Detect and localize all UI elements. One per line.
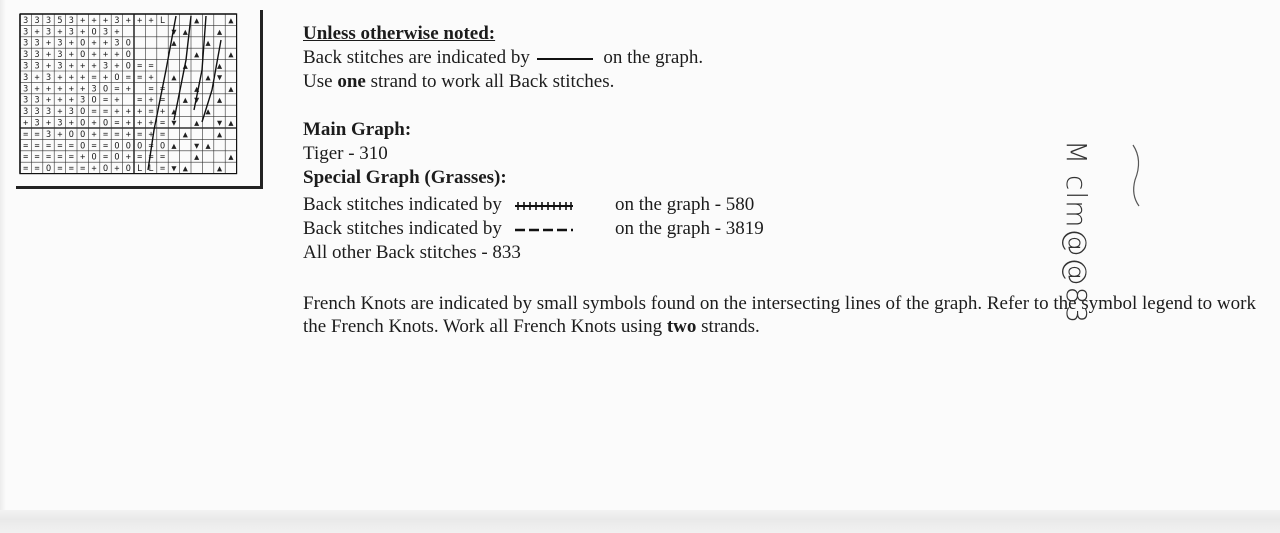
chart-symbol: ▼ bbox=[216, 118, 223, 129]
chart-symbol: L bbox=[148, 164, 154, 175]
chart-symbol: 3 bbox=[45, 107, 52, 118]
chart-symbol: = bbox=[137, 152, 143, 163]
chart-symbol: + bbox=[57, 129, 63, 140]
chart-symbol: O bbox=[114, 141, 120, 152]
chart-symbol: 3 bbox=[34, 38, 40, 49]
grass-stitch-label: Back stitches indicated by bbox=[303, 218, 502, 239]
chart-grid-excerpt bbox=[16, 10, 263, 189]
chart-symbol: + bbox=[68, 72, 74, 83]
chart-symbol: + bbox=[80, 84, 86, 95]
grass-stitch-color: on the graph - 580 bbox=[615, 194, 755, 215]
chart-symbol: = bbox=[45, 152, 52, 163]
chart-symbol: + bbox=[57, 107, 63, 118]
chart-symbol: = bbox=[114, 84, 120, 95]
chart-symbol: ▲ bbox=[228, 50, 234, 61]
graph-grid bbox=[16, 10, 260, 186]
chart-symbol: ▲ bbox=[182, 27, 188, 38]
chart-symbol: = bbox=[34, 129, 40, 140]
grass-stitch-label: Back stitches indicated by bbox=[303, 194, 502, 215]
chart-symbol: L bbox=[159, 15, 166, 26]
chart-symbol: 3 bbox=[68, 15, 74, 26]
chart-symbol: = bbox=[102, 129, 109, 140]
tiger-color: Tiger - 310 bbox=[303, 143, 388, 164]
chart-symbol: 3 bbox=[34, 107, 40, 118]
chart-symbol: = bbox=[102, 152, 109, 163]
chart-symbol: ▲ bbox=[171, 141, 177, 152]
chart-symbol: 3 bbox=[45, 72, 52, 83]
chart-symbol: + bbox=[102, 15, 109, 26]
chart-symbol: 3 bbox=[23, 50, 29, 61]
chart-symbol: = bbox=[102, 95, 109, 106]
chart-symbol: + bbox=[137, 107, 143, 118]
main-graph-title: Main Graph: bbox=[303, 119, 412, 140]
handwritten-note: M clm@@83 bbox=[1060, 140, 1093, 325]
chart-symbol: = bbox=[148, 84, 154, 95]
chart-symbol: ▲ bbox=[228, 152, 234, 163]
backstitch-note-label: Back stitches are indicated by bbox=[303, 47, 530, 68]
chart-symbol: O bbox=[80, 118, 86, 129]
chart-symbol: ▲ bbox=[182, 164, 188, 175]
chart-symbol: + bbox=[68, 84, 74, 95]
chart-symbol: ▲ bbox=[194, 152, 200, 163]
chart-symbol: + bbox=[45, 61, 52, 72]
chart-symbol: 3 bbox=[45, 27, 52, 38]
chart-symbol: = bbox=[23, 152, 29, 163]
chart-symbol: 3 bbox=[45, 15, 52, 26]
hatch-line-icon bbox=[515, 201, 573, 211]
chart-symbol: = bbox=[148, 141, 154, 152]
chart-symbol: + bbox=[91, 164, 97, 175]
chart-symbol: = bbox=[102, 107, 109, 118]
chart-symbol: = bbox=[114, 118, 120, 129]
chart-symbol: = bbox=[137, 72, 143, 83]
strand-note bbox=[303, 70, 614, 93]
chart-symbol: ▲ bbox=[182, 61, 188, 72]
chart-symbol: 3 bbox=[102, 27, 109, 38]
chart-symbol: + bbox=[114, 50, 120, 61]
notes-heading: Unless otherwise noted: bbox=[303, 23, 496, 44]
chart-symbol: + bbox=[91, 129, 97, 140]
chart-symbol: O bbox=[80, 50, 86, 61]
chart-symbol: 3 bbox=[23, 27, 29, 38]
chart-symbol: = bbox=[159, 152, 166, 163]
chart-symbol: O bbox=[125, 38, 131, 49]
chart-symbol: O bbox=[80, 38, 86, 49]
chart-symbol: ▼ bbox=[194, 95, 200, 106]
chart-symbol: O bbox=[125, 50, 131, 61]
chart-symbol: = bbox=[159, 95, 166, 106]
grass-stitch-3819 bbox=[303, 217, 764, 240]
chart-symbol: ▲ bbox=[228, 15, 234, 26]
chart-symbol: ▲ bbox=[228, 118, 234, 129]
chart-symbol: + bbox=[114, 164, 120, 175]
strand-count: one bbox=[337, 71, 366, 92]
chart-symbol: O bbox=[114, 72, 120, 83]
chart-symbol: ▼ bbox=[216, 72, 223, 83]
chart-symbol: 3 bbox=[68, 27, 74, 38]
chart-symbol: 3 bbox=[23, 95, 29, 106]
chart-symbol: = bbox=[159, 84, 166, 95]
chart-symbol: ▼ bbox=[194, 141, 200, 152]
chart-symbol: = bbox=[57, 164, 63, 175]
chart-symbol: + bbox=[45, 50, 52, 61]
chart-symbol: 3 bbox=[80, 95, 86, 106]
chart-symbol: = bbox=[159, 164, 166, 175]
chart-symbol: = bbox=[137, 95, 143, 106]
chart-symbol: + bbox=[80, 72, 86, 83]
chart-symbol: + bbox=[148, 95, 154, 106]
chart-symbol: 3 bbox=[23, 72, 29, 83]
chart-symbol: O bbox=[159, 141, 166, 152]
chart-symbol: O bbox=[102, 84, 109, 95]
chart-symbol: + bbox=[80, 61, 86, 72]
chart-symbol: + bbox=[80, 15, 86, 26]
chart-symbol: ▲ bbox=[171, 38, 177, 49]
chart-symbol: = bbox=[159, 129, 166, 140]
chart-symbol: 3 bbox=[68, 107, 74, 118]
chart-symbol: ▲ bbox=[228, 84, 234, 95]
chart-symbol: O bbox=[102, 118, 109, 129]
chart-symbol: + bbox=[137, 15, 143, 26]
chart-symbol: + bbox=[114, 95, 120, 106]
chart-symbol: + bbox=[114, 61, 120, 72]
chart-symbol: 3 bbox=[57, 38, 63, 49]
chart-symbol: + bbox=[91, 61, 97, 72]
chart-symbol: + bbox=[80, 27, 86, 38]
chart-symbol: + bbox=[102, 72, 109, 83]
chart-symbol: ▲ bbox=[216, 95, 223, 106]
backstitch-note-suffix: on the graph. bbox=[603, 47, 704, 68]
backstitch-note bbox=[303, 46, 703, 69]
strand-note-suffix: strand to work all Back stitches. bbox=[370, 71, 615, 92]
chart-symbol: + bbox=[125, 118, 131, 129]
chart-symbol: 3 bbox=[34, 95, 40, 106]
chart-symbol: + bbox=[34, 27, 40, 38]
chart-symbol: O bbox=[91, 152, 97, 163]
chart-symbol: O bbox=[80, 141, 86, 152]
chart-symbol: = bbox=[148, 107, 154, 118]
chart-symbol: = bbox=[34, 164, 40, 175]
chart-symbol: = bbox=[159, 118, 166, 129]
chart-symbol: 3 bbox=[23, 84, 29, 95]
chart-symbol: 3 bbox=[57, 50, 63, 61]
chart-symbol: + bbox=[125, 84, 131, 95]
chart-symbol: + bbox=[68, 38, 74, 49]
chart-symbol: ▼ bbox=[171, 27, 177, 38]
chart-symbol: O bbox=[80, 129, 86, 140]
chart-symbol: = bbox=[68, 141, 74, 152]
chart-symbol: + bbox=[114, 107, 120, 118]
chart-symbol: 3 bbox=[34, 61, 40, 72]
chart-symbol: ▼ bbox=[171, 164, 177, 175]
chart-symbol: + bbox=[45, 95, 52, 106]
chart-symbol: = bbox=[102, 141, 109, 152]
chart-symbol: + bbox=[91, 38, 97, 49]
chart-symbol: 3 bbox=[34, 15, 40, 26]
chart-symbol: 3 bbox=[102, 61, 109, 72]
chart-symbol: ▲ bbox=[205, 107, 211, 118]
scan-shadow bbox=[0, 0, 6, 533]
french-knots-text: French Knots are indicated by small symbols found on the intersecting lines of the graph. Refer to the symbol legend to work the French Knots. Work all French Knots using bbox=[303, 293, 1256, 337]
chart-symbol: + bbox=[125, 107, 131, 118]
chart-symbol: ▲ bbox=[205, 72, 211, 83]
chart-symbol: ▲ bbox=[205, 38, 211, 49]
chart-symbol: O bbox=[114, 152, 120, 163]
chart-symbol: = bbox=[80, 164, 86, 175]
chart-symbol: + bbox=[148, 15, 154, 26]
chart-symbol: = bbox=[148, 61, 154, 72]
chart-symbol: ▲ bbox=[171, 72, 177, 83]
chart-symbol: + bbox=[68, 118, 74, 129]
chart-symbol: = bbox=[34, 141, 40, 152]
grass-stitch-color: on the graph - 3819 bbox=[615, 218, 764, 239]
chart-symbol: = bbox=[45, 141, 52, 152]
chart-symbol: + bbox=[34, 72, 40, 83]
chart-symbol: + bbox=[102, 38, 109, 49]
french-knots-suffix: strands. bbox=[701, 316, 760, 337]
chart-symbol: O bbox=[125, 164, 131, 175]
scan-edge bbox=[0, 510, 1280, 533]
chart-symbol: ▲ bbox=[216, 27, 223, 38]
chart-symbol: + bbox=[45, 84, 52, 95]
chart-symbol: = bbox=[57, 141, 63, 152]
solid-line-icon bbox=[537, 58, 593, 60]
french-knots-note bbox=[303, 292, 1278, 338]
chart-symbol: ▲ bbox=[182, 129, 188, 140]
chart-symbol: O bbox=[91, 27, 97, 38]
chart-symbol: + bbox=[125, 15, 131, 26]
special-graph-title: Special Graph (Grasses): bbox=[303, 167, 507, 188]
chart-symbol: 3 bbox=[57, 118, 63, 129]
chart-symbol: = bbox=[57, 152, 63, 163]
chart-symbol: 3 bbox=[23, 107, 29, 118]
chart-symbol: = bbox=[91, 141, 97, 152]
chart-symbol: + bbox=[114, 27, 120, 38]
chart-symbol: = bbox=[137, 61, 143, 72]
chart-symbol: + bbox=[45, 38, 52, 49]
chart-symbol: 5 bbox=[57, 15, 63, 26]
chart-symbol: O bbox=[45, 164, 52, 175]
chart-symbol: + bbox=[68, 50, 74, 61]
chart-symbol: ▲ bbox=[171, 107, 177, 118]
chart-symbol: = bbox=[68, 152, 74, 163]
chart-symbol: 3 bbox=[23, 15, 29, 26]
chart-symbol: = bbox=[114, 129, 120, 140]
chart-symbol: ▲ bbox=[194, 15, 200, 26]
chart-symbol: + bbox=[91, 118, 97, 129]
chart-symbol: ▲ bbox=[194, 50, 200, 61]
french-knots-strands: two bbox=[666, 316, 697, 337]
chart-symbol: + bbox=[137, 118, 143, 129]
strand-note-prefix: Use bbox=[303, 71, 333, 92]
chart-symbol: + bbox=[68, 61, 74, 72]
chart-symbol: 3 bbox=[34, 50, 40, 61]
chart-symbol: + bbox=[68, 95, 74, 106]
chart-symbol: = bbox=[23, 129, 29, 140]
chart-symbol: = bbox=[68, 164, 74, 175]
chart-symbol: 3 bbox=[91, 84, 97, 95]
chart-symbol: + bbox=[91, 15, 97, 26]
chart-symbol: ▼ bbox=[171, 118, 177, 129]
chart-symbol: ▲ bbox=[216, 129, 223, 140]
chart-symbol: + bbox=[125, 129, 131, 140]
chart-symbol: L bbox=[137, 164, 143, 175]
chart-symbol: 3 bbox=[57, 61, 63, 72]
chart-symbol: 3 bbox=[23, 61, 29, 72]
chart-symbol: = bbox=[91, 72, 97, 83]
grass-stitch-580 bbox=[303, 193, 755, 216]
chart-symbol: 3 bbox=[23, 38, 29, 49]
chart-symbol: = bbox=[23, 164, 29, 175]
handwritten-mark bbox=[1125, 140, 1165, 210]
chart-symbol: + bbox=[57, 95, 63, 106]
chart-symbol: = bbox=[148, 152, 154, 163]
chart-symbol: O bbox=[125, 141, 131, 152]
chart-symbol: + bbox=[80, 152, 86, 163]
chart-symbol: O bbox=[91, 95, 97, 106]
chart-symbol: 3 bbox=[45, 129, 52, 140]
chart-symbol: O bbox=[125, 61, 131, 72]
chart-symbol: = bbox=[137, 129, 143, 140]
chart-symbol: = bbox=[34, 152, 40, 163]
chart-symbol: + bbox=[148, 129, 154, 140]
chart-symbol: 3 bbox=[34, 118, 40, 129]
chart-symbol: + bbox=[57, 72, 63, 83]
chart-symbol: O bbox=[102, 164, 109, 175]
chart-symbol: O bbox=[137, 141, 143, 152]
chart-symbol: + bbox=[148, 118, 154, 129]
chart-symbol: + bbox=[91, 50, 97, 61]
chart-symbol: = bbox=[23, 141, 29, 152]
chart-symbol: ▲ bbox=[216, 61, 223, 72]
chart-symbol: ▲ bbox=[194, 84, 200, 95]
chart-symbol: + bbox=[125, 152, 131, 163]
chart-symbol: + bbox=[57, 27, 63, 38]
chart-symbol: ▲ bbox=[216, 164, 223, 175]
chart-symbol: 3 bbox=[114, 38, 120, 49]
chart-symbol: ▲ bbox=[194, 118, 200, 129]
chart-symbol: + bbox=[34, 84, 40, 95]
chart-symbol: ▲ bbox=[182, 95, 188, 106]
chart-symbol: 3 bbox=[114, 15, 120, 26]
chart-symbol: = bbox=[125, 72, 131, 83]
chart-symbol: O bbox=[80, 107, 86, 118]
other-stitch-color: All other Back stitches - 833 bbox=[303, 242, 521, 263]
chart-symbol: + bbox=[148, 72, 154, 83]
chart-symbol: + bbox=[57, 84, 63, 95]
chart-symbol: + bbox=[45, 118, 52, 129]
chart-symbol: + bbox=[159, 107, 166, 118]
chart-symbol: = bbox=[91, 107, 97, 118]
dashed-line-icon bbox=[515, 225, 573, 235]
chart-symbol: + bbox=[102, 50, 109, 61]
chart-symbol: ▲ bbox=[205, 141, 211, 152]
chart-symbol: + bbox=[23, 118, 29, 129]
chart-symbol: O bbox=[68, 129, 74, 140]
